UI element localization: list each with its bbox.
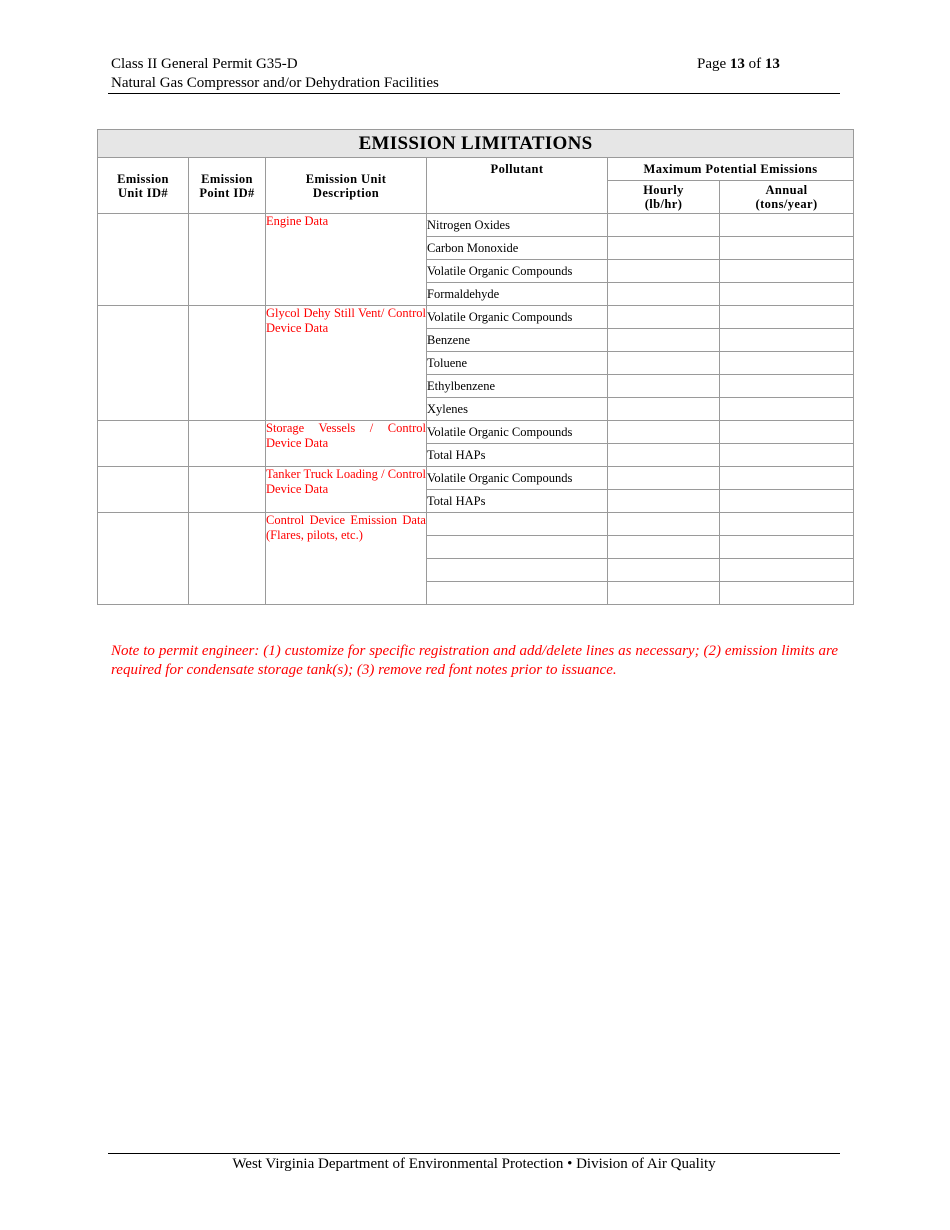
table-title: EMISSION LIMITATIONS — [98, 130, 854, 158]
current-page: 13 — [729, 56, 745, 72]
hourly-cell[interactable] — [608, 306, 720, 329]
hourly-cell[interactable] — [608, 490, 720, 513]
annual-cell[interactable] — [720, 260, 854, 283]
hourly-cell[interactable] — [608, 329, 720, 352]
table-row — [98, 421, 854, 444]
table-body — [98, 214, 854, 605]
pollutant-cell: Volatile Organic Compounds — [427, 467, 608, 490]
facility-type: Natural Gas Compressor and/or Dehydration Facilities — [111, 75, 439, 91]
pollutant-cell: Benzene — [427, 329, 608, 352]
header-left — [111, 55, 439, 93]
annual-cell[interactable] — [720, 214, 854, 237]
annual-cell[interactable] — [720, 559, 854, 582]
hourly-cell[interactable] — [608, 421, 720, 444]
annual-cell[interactable] — [720, 490, 854, 513]
hourly-cell[interactable] — [608, 352, 720, 375]
annual-cell[interactable] — [720, 306, 854, 329]
emission-limitations-table — [97, 129, 854, 605]
table-row — [98, 513, 854, 536]
footer-divider — [108, 1153, 840, 1154]
point-id-cell[interactable] — [189, 467, 266, 513]
pollutant-cell: Nitrogen Oxides — [427, 214, 608, 237]
pollutant-cell: Volatile Organic Compounds — [427, 306, 608, 329]
unit-description-cell: Tanker Truck Loading / Control Device Data — [266, 467, 427, 513]
table-row — [98, 306, 854, 329]
pollutant-cell: Carbon Monoxide — [427, 237, 608, 260]
hourly-cell[interactable] — [608, 582, 720, 605]
unit-description-cell: Glycol Dehy Still Vent/ Control Device Data — [266, 306, 427, 421]
unit-id-cell[interactable] — [98, 467, 189, 513]
hourly-cell[interactable] — [608, 375, 720, 398]
table-row — [98, 214, 854, 237]
table-row — [98, 467, 854, 490]
page-number: Page 13 of 13 — [697, 56, 780, 72]
annual-cell[interactable] — [720, 398, 854, 421]
pollutant-cell: Total HAPs — [427, 490, 608, 513]
unit-description-cell: Control Device Emission Data (Flares, pilots, etc.) — [266, 513, 427, 605]
annual-cell[interactable] — [720, 237, 854, 260]
unit-id-cell[interactable] — [98, 214, 189, 306]
pollutant-cell: Volatile Organic Compounds — [427, 260, 608, 283]
header-hourly: Hourly (lb/hr) — [608, 181, 720, 214]
point-id-cell[interactable] — [189, 421, 266, 467]
pollutant-cell — [427, 559, 608, 582]
unit-description-cell: Storage Vessels / Control Device Data — [266, 421, 427, 467]
unit-id-cell[interactable] — [98, 513, 189, 605]
annual-cell[interactable] — [720, 421, 854, 444]
pollutant-cell — [427, 582, 608, 605]
annual-cell[interactable] — [720, 352, 854, 375]
annual-cell[interactable] — [720, 536, 854, 559]
annual-cell[interactable] — [720, 375, 854, 398]
hourly-cell[interactable] — [608, 513, 720, 536]
point-id-cell[interactable] — [189, 306, 266, 421]
header-divider — [108, 93, 840, 94]
pollutant-cell: Xylenes — [427, 398, 608, 421]
annual-cell[interactable] — [720, 444, 854, 467]
unit-description-cell: Engine Data — [266, 214, 427, 306]
hourly-cell[interactable] — [608, 260, 720, 283]
pollutant-cell: Formaldehyde — [427, 283, 608, 306]
hourly-cell[interactable] — [608, 559, 720, 582]
pollutant-cell — [427, 513, 608, 536]
header-annual: Annual (tons/year) — [720, 181, 854, 214]
unit-id-cell[interactable] — [98, 306, 189, 421]
hourly-cell[interactable] — [608, 536, 720, 559]
header-max-potential: Maximum Potential Emissions — [608, 158, 854, 181]
hourly-cell[interactable] — [608, 237, 720, 260]
annual-cell[interactable] — [720, 513, 854, 536]
permit-engineer-note: Note to permit engineer: (1) customize for specific registration and add/delete lines as necessary; (2) emission limits are required for condensate storage tank(s); (3) remove red font notes prior to issuance. — [111, 643, 838, 678]
annual-cell[interactable] — [720, 582, 854, 605]
pollutant-cell — [427, 536, 608, 559]
hourly-cell[interactable] — [608, 467, 720, 490]
annual-cell[interactable] — [720, 329, 854, 352]
annual-cell[interactable] — [720, 283, 854, 306]
permit-title: Class II General Permit G35-D — [111, 56, 298, 72]
hourly-cell[interactable] — [608, 398, 720, 421]
header-description: Emission Unit Description — [266, 158, 427, 214]
pollutant-cell: Ethylbenzene — [427, 375, 608, 398]
footer-agency: West Virginia Department of Environmental Protection • Division of Air Quality — [232, 1156, 716, 1172]
header-unit-id: Emission Unit ID# — [98, 158, 189, 214]
header-point-id: Emission Point ID# — [189, 158, 266, 214]
header-pollutant: Pollutant — [427, 158, 608, 214]
hourly-cell[interactable] — [608, 283, 720, 306]
pollutant-cell: Total HAPs — [427, 444, 608, 467]
pollutant-cell: Volatile Organic Compounds — [427, 421, 608, 444]
hourly-cell[interactable] — [608, 214, 720, 237]
point-id-cell[interactable] — [189, 513, 266, 605]
unit-id-cell[interactable] — [98, 421, 189, 467]
annual-cell[interactable] — [720, 467, 854, 490]
point-id-cell[interactable] — [189, 214, 266, 306]
hourly-cell[interactable] — [608, 444, 720, 467]
pollutant-cell: Toluene — [427, 352, 608, 375]
total-pages: 13 — [764, 56, 780, 72]
